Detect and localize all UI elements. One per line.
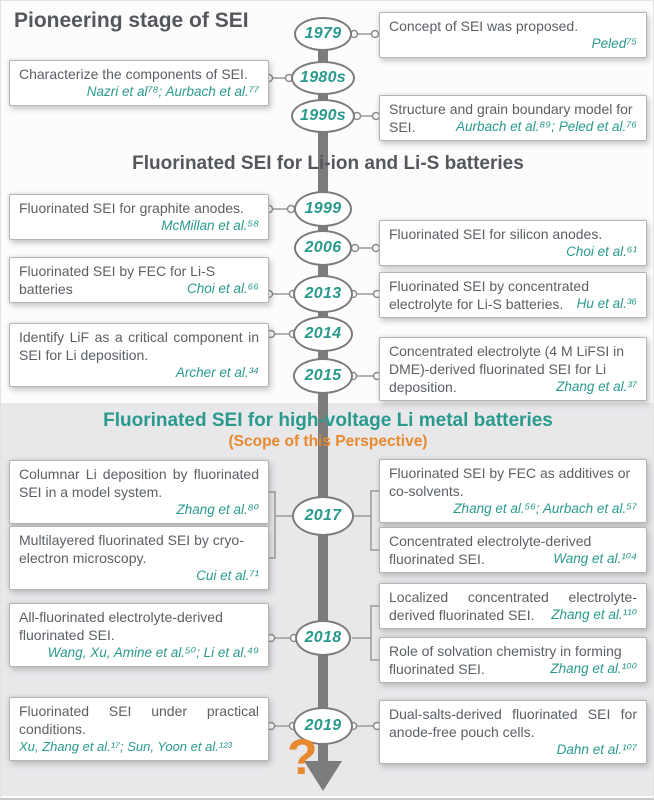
event-box-dual-salts [379,700,647,764]
event-box-silicon-anodes [379,220,647,266]
section-header-li-metal: Fluorinated SEI for high-voltage Li metal batteries [103,410,553,431]
year-label: 2014 [304,325,342,342]
event-box-practical-conditions [9,697,269,761]
event-box-lif-critical-component [9,323,269,387]
year-label: 2017 [304,507,342,524]
event-text: Structure and grain boundary model for SEI. [389,101,633,135]
event-box-localized-concentrated [379,583,647,629]
event-text: Fluorinated SEI by concentrated electrolyte for Li-S batteries. [389,278,590,312]
year-node-2015 [293,358,353,394]
bracket-2018-right [352,606,379,660]
year-label: 2018 [304,629,342,646]
event-box-multilayered-cryo-em [9,526,269,590]
event-citation: Wang et al.¹⁰⁴ [553,551,637,566]
year-label: 1980s [300,69,346,86]
year-node-1980s [291,61,355,95]
event-citation: Archer et al.³⁴ [175,365,259,380]
event-text: Concentrated electrolyte-derived fluorinated SEI. [389,533,592,567]
year-node-1990s [291,99,355,133]
event-text: Columnar Li deposition by fluorinated SEI in a model system. [19,466,259,500]
year-label: 2013 [304,285,342,302]
event-box-concentrated-li-s [379,272,647,318]
event-box-graphite-anodes [9,194,269,240]
event-citation: Choi et al.⁶⁶ [187,281,259,296]
event-citation: Zhang et al.¹⁰⁰ [550,661,637,676]
event-citation: Hu et al.³⁶ [576,296,637,311]
event-text: Concept of SEI was proposed. [389,18,579,34]
event-box-all-fluorinated [9,603,269,667]
event-box-concept-of-sei [379,12,647,58]
future-question-mark: ? [287,729,318,785]
year-label: 2019 [304,717,342,734]
event-box-lifsi-dme [379,337,647,401]
event-box-fec-li-s [9,257,269,303]
event-text: Fluorinated SEI for silicon anodes. [389,226,603,242]
year-label: 1999 [304,200,342,217]
event-box-characterize-components [9,60,269,106]
year-node-2014 [293,316,353,352]
event-text: Role of solvation chemistry in forming fluorinated SEI. [389,643,622,677]
event-text: Fluorinated SEI under practical conditions. [19,703,259,737]
section-subheader-scope: (Scope of this Perspective) [228,433,428,450]
year-node-2006 [294,230,352,266]
event-citation: Dahn et al.¹⁰⁷ [556,742,637,757]
event-text: Fluorinated SEI by FEC for Li-S batteries [19,263,216,297]
event-citation: Nazri et al⁷⁸; Aurbach et al.⁷⁷ [86,84,259,99]
event-citation: Zhang et al.⁵⁶; Aurbach et al.⁵⁷ [453,501,637,516]
year-label: 2015 [304,367,342,384]
year-node-2017 [292,496,354,536]
event-citation: Zhang et al.³⁷ [556,379,637,394]
event-citation: Aurbach et al.⁸⁹; Peled et al.⁷⁶ [456,119,637,134]
year-label: 2006 [304,239,342,256]
event-citation: Peled⁷⁵ [591,36,637,51]
event-box-solvation-chemistry [379,637,647,683]
event-text: Identify LiF as a critical component in SEI for Li deposition. [19,329,259,363]
event-citation: Zhang et al.⁸⁰ [176,502,259,517]
event-text: Multilayered fluorinated SEI by cryo-electron microscopy. [19,532,244,566]
event-text: All-fluorinated electrolyte-derived fluorinated SEI. [19,609,223,643]
event-citation: Choi et al.⁶¹ [566,244,637,259]
event-citation: Zhang et al.¹¹⁰ [551,607,637,622]
year-node-2013 [293,275,353,313]
event-text: Concentrated electrolyte (4 M LiFSI in DME)-derived fluorinated SEI for Li deposition. [389,343,624,395]
event-citation: Xu, Zhang et al.¹⁷; Sun, Yoon et al.¹²³ [19,739,232,754]
event-box-columnar-deposition [9,460,269,524]
event-text: Fluorinated SEI by FEC as additives or co-solvents. [389,465,631,499]
title-pioneering-stage: Pioneering stage of SEI [14,9,249,32]
bracket-2017-left [267,492,293,558]
section-header-li-ion-li-s: Fluorinated SEI for Li-ion and Li-S batteries [132,153,524,174]
year-label: 1979 [304,25,342,42]
event-text: Dual-salts-derived fluorinated SEI for anode-free pouch cells. [389,706,637,740]
event-citation: Wang, Xu, Amine et al.⁵⁰; Li et al.⁴⁹ [47,645,259,660]
event-citation: Cui et al.⁷¹ [196,568,259,583]
event-text: Fluorinated SEI for graphite anodes. [19,200,244,216]
year-node-2018 [295,620,351,656]
event-text: Characterize the components of SEI. [19,66,248,82]
year-label: 1990s [300,107,346,124]
event-box-concentrated-derived [379,527,647,573]
year-node-1979 [294,17,352,51]
year-node-1999 [294,191,352,227]
event-box-structure-grain-boundary [379,95,647,141]
bracket-2017-right [353,491,379,550]
event-box-fec-additives [379,459,647,523]
event-citation: McMillan et al.⁵⁸ [161,218,259,233]
event-text: Localized concentrated electrolyte-derived fluorinated SEI. [389,589,637,623]
